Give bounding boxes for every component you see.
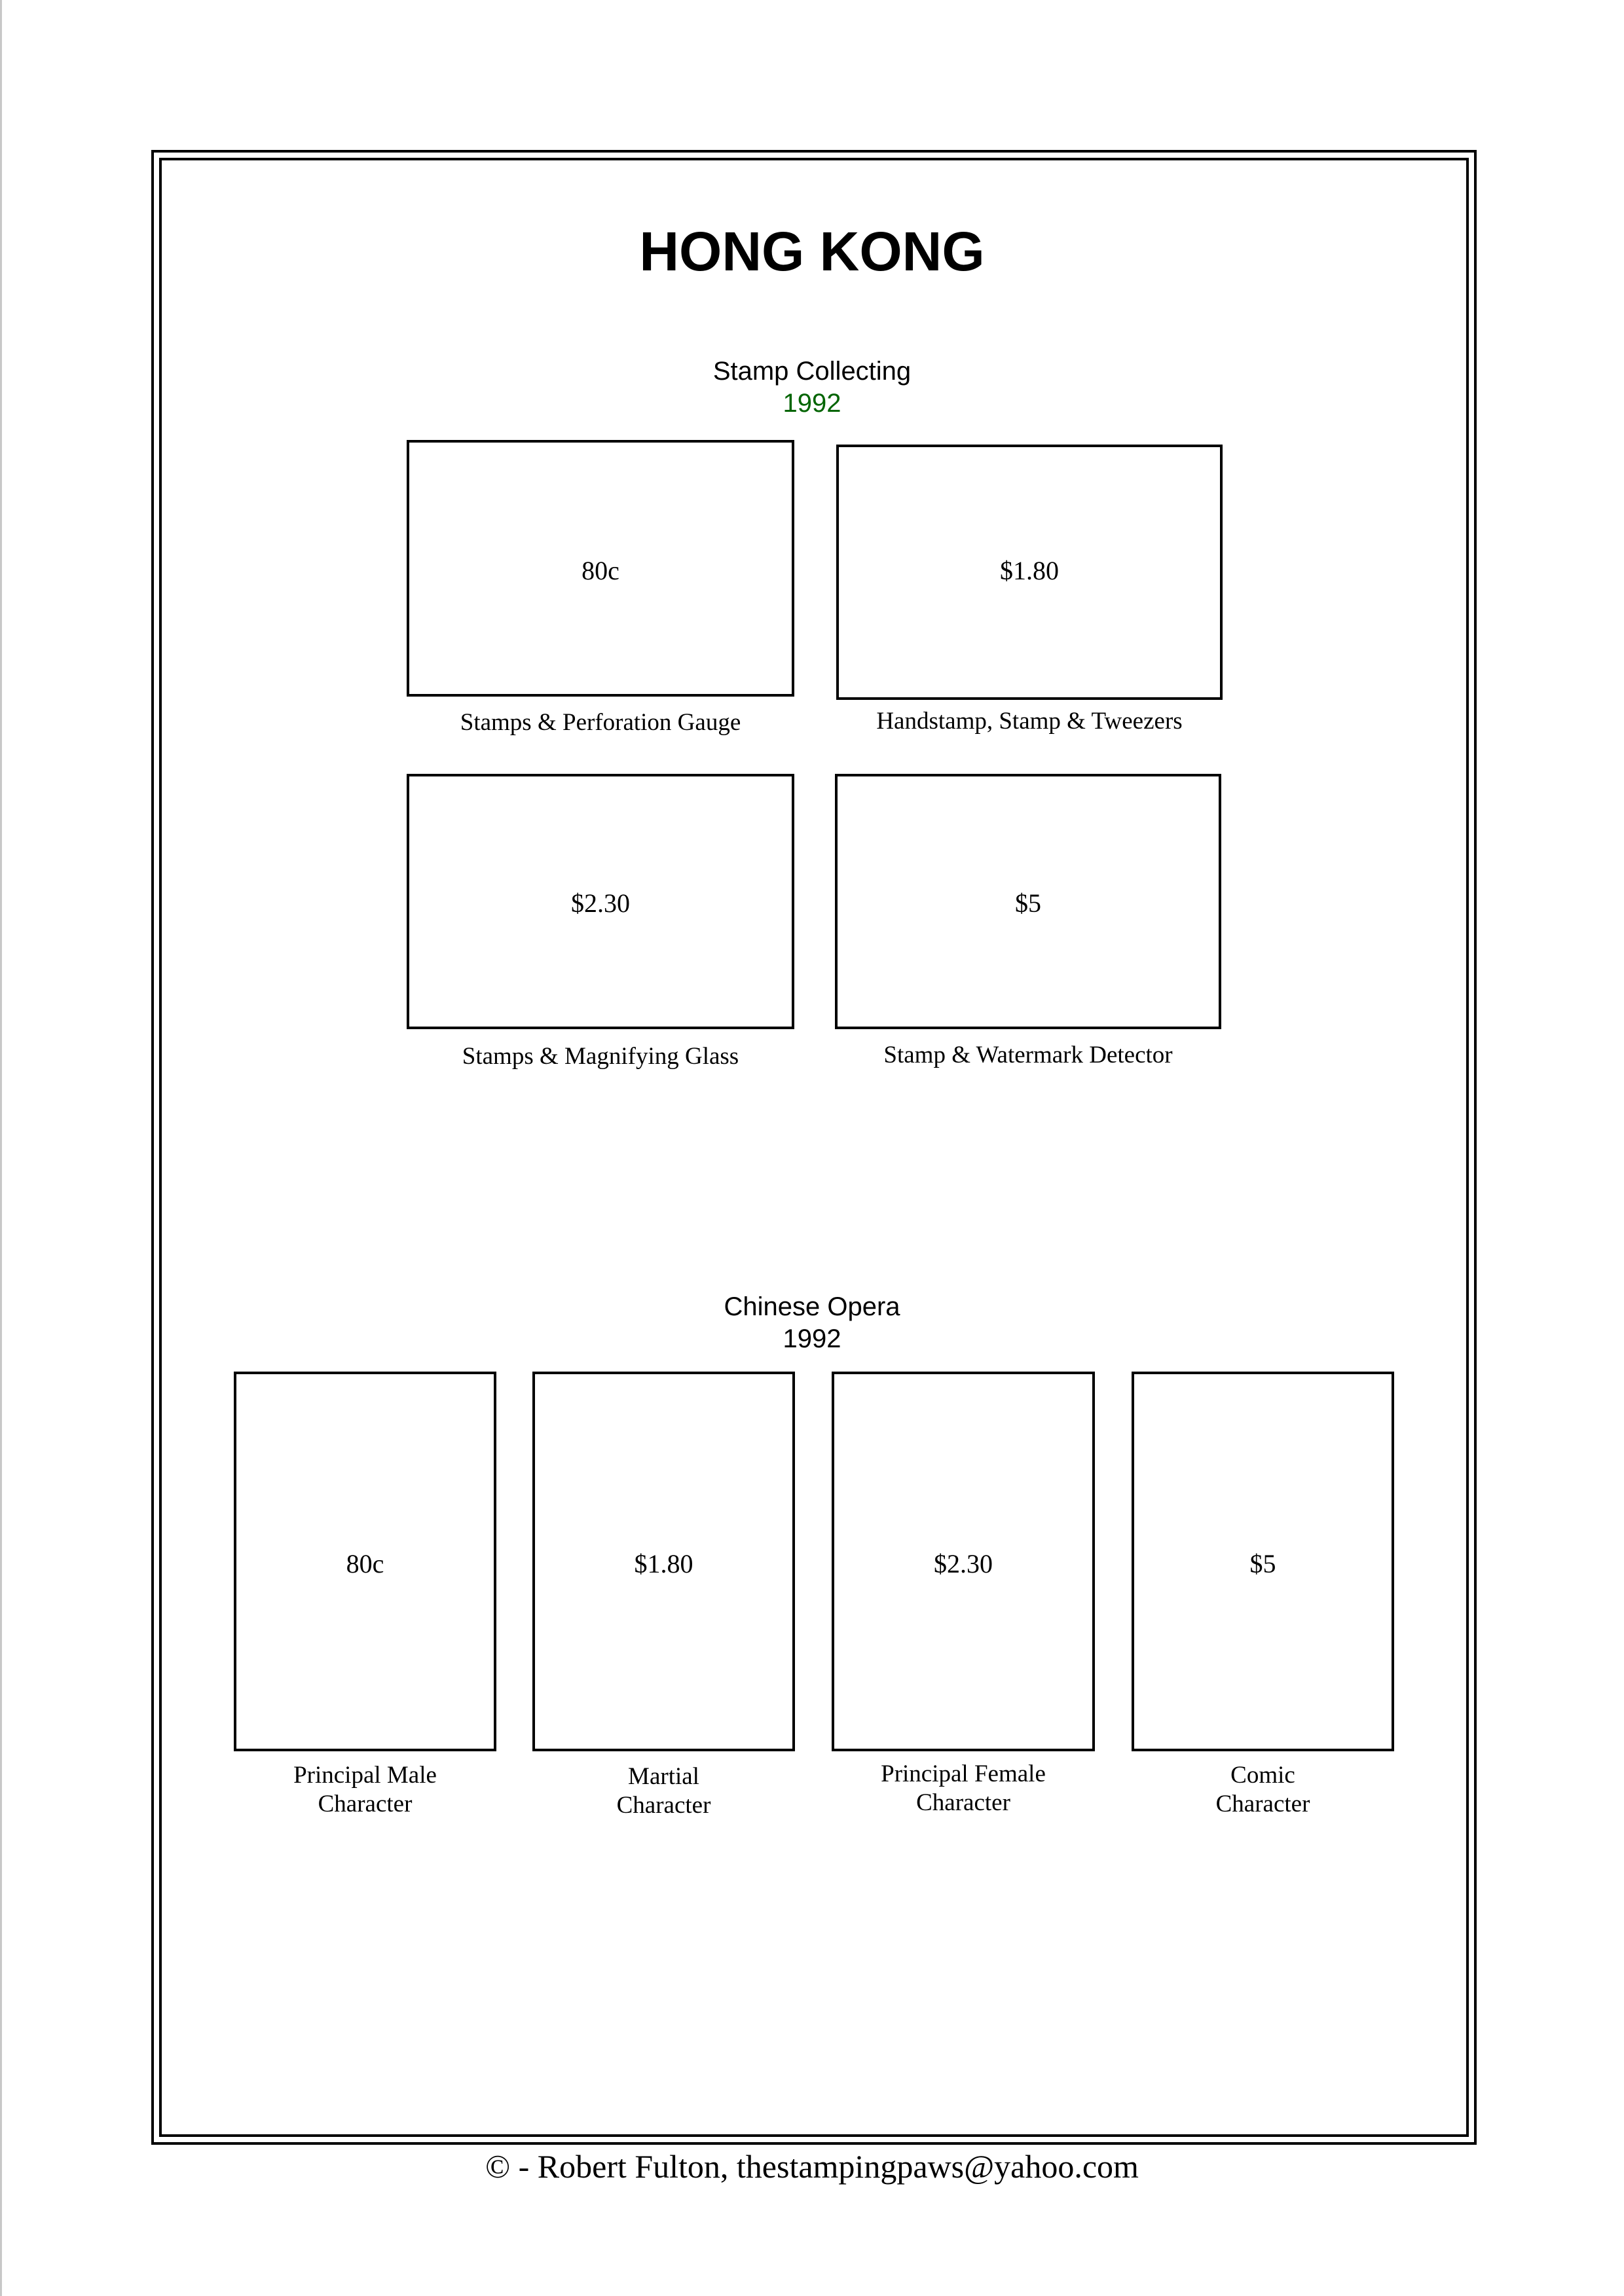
stamp-caption bbox=[836, 707, 1223, 736]
stamp-denomination: $5 bbox=[1249, 1549, 1276, 1578]
caption-line: Character bbox=[318, 1791, 413, 1817]
page-inner-border bbox=[159, 158, 1469, 2137]
caption-line: Martial bbox=[628, 1763, 699, 1790]
stamp-mount-80c bbox=[407, 440, 794, 697]
stamp-mount-5 bbox=[835, 774, 1221, 1029]
page-title: HONG KONG bbox=[639, 221, 985, 282]
stamp-mount-1-80 bbox=[836, 445, 1223, 700]
set-year-stamp-collecting: 1992 bbox=[783, 389, 841, 418]
stamp-caption bbox=[835, 1041, 1221, 1070]
stamp-mount-2-30 bbox=[832, 1372, 1095, 1751]
caption-line: Principal Female bbox=[881, 1760, 1046, 1787]
caption-line: Character bbox=[916, 1789, 1010, 1816]
stamp-caption bbox=[234, 1761, 496, 1819]
stamp-denomination: 80c bbox=[581, 556, 619, 585]
caption-line: Stamp & Watermark Detector bbox=[883, 1042, 1173, 1068]
stamp-mount-5 bbox=[1132, 1372, 1394, 1751]
stamp-denomination: $1.80 bbox=[1000, 556, 1059, 585]
set-year-chinese-opera: 1992 bbox=[783, 1324, 841, 1353]
caption-line: Character bbox=[1215, 1791, 1310, 1817]
copyright-footer: © - Robert Fulton, thestampingpaws@yahoo.com bbox=[485, 2148, 1139, 2185]
stamp-mount-2-30 bbox=[407, 774, 794, 1029]
caption-line: Comic bbox=[1230, 1762, 1295, 1789]
caption-line: Principal Male bbox=[293, 1762, 437, 1789]
stamp-caption bbox=[407, 708, 794, 737]
caption-line: Character bbox=[616, 1792, 711, 1819]
stamp-caption bbox=[532, 1762, 795, 1820]
stamp-denomination: $2.30 bbox=[934, 1549, 993, 1578]
stamp-caption bbox=[407, 1042, 794, 1071]
caption-line: Handstamp, Stamp & Tweezers bbox=[876, 708, 1183, 735]
set-title-stamp-collecting: Stamp Collecting bbox=[712, 357, 912, 386]
stamp-denomination: $2.30 bbox=[571, 888, 630, 918]
stamp-caption bbox=[1132, 1761, 1394, 1819]
stamp-denomination: 80c bbox=[346, 1549, 384, 1578]
stamp-denomination: $1.80 bbox=[634, 1549, 693, 1578]
stamp-caption bbox=[832, 1760, 1095, 1817]
set-title-chinese-opera: Chinese Opera bbox=[724, 1292, 900, 1321]
stamp-mount-1-80 bbox=[532, 1372, 795, 1751]
caption-line: Stamps & Perforation Gauge bbox=[460, 709, 741, 736]
caption-line: Stamps & Magnifying Glass bbox=[462, 1043, 739, 1070]
stamp-mount-80c bbox=[234, 1372, 496, 1751]
stamp-denomination: $5 bbox=[1015, 888, 1041, 918]
page-left-edge bbox=[0, 0, 2, 2296]
